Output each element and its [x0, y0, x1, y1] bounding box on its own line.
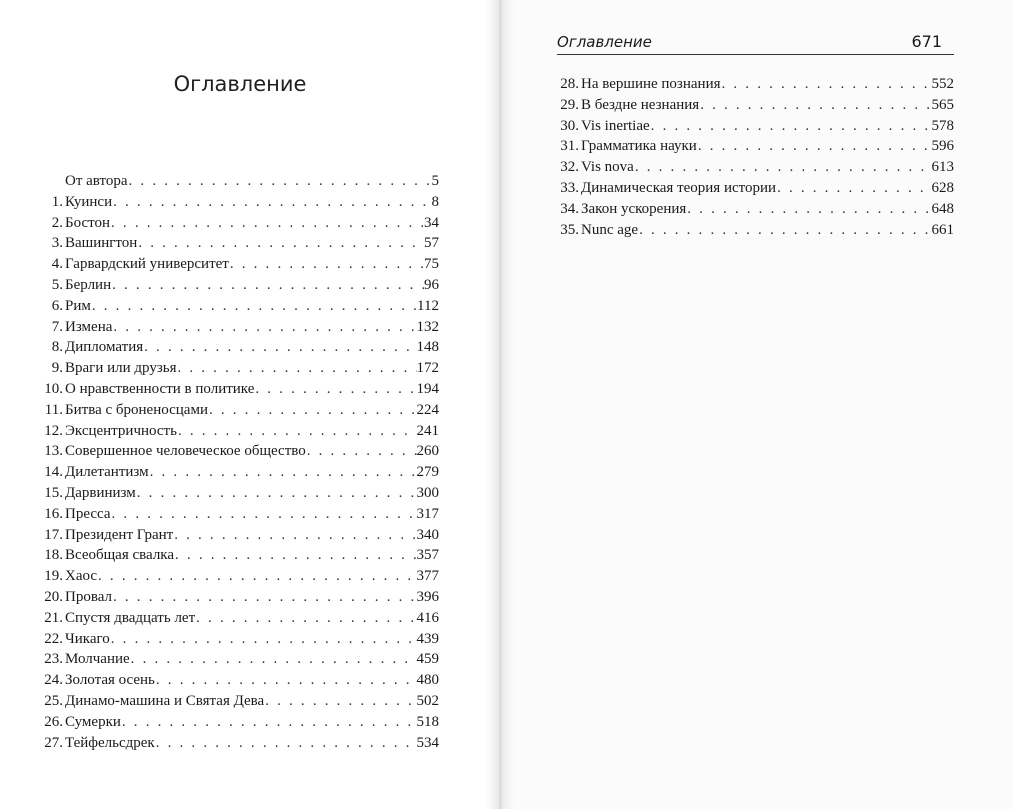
book-gutter	[486, 0, 514, 809]
toc-entry-title: Рим	[65, 297, 91, 314]
toc-list-right	[557, 74, 954, 240]
toc-entry-number: 25.	[44, 692, 63, 709]
toc-entry	[41, 525, 439, 546]
toc-dot-leader	[229, 254, 424, 275]
toc-entry	[557, 136, 954, 157]
toc-entry-title: Эксцентричность	[65, 422, 177, 439]
toc-entry	[41, 629, 439, 650]
toc-entry-page: 224	[416, 401, 439, 418]
toc-entry-title: Чикаго	[65, 630, 110, 647]
toc-entry-page: 75	[424, 256, 439, 273]
toc-entry-number: 13.	[44, 443, 63, 460]
toc-entry-title: Закон ускорения	[581, 200, 687, 217]
toc-entry-page: 578	[931, 117, 954, 134]
toc-entry-page: 552	[931, 76, 954, 92]
toc-entry	[41, 213, 439, 234]
toc-entry-page: 260	[416, 443, 439, 460]
toc-entry-title: Всеобщая свалка	[65, 547, 175, 564]
toc-entry	[41, 192, 439, 213]
toc-entry-title: Динамическая теория истории	[581, 179, 777, 196]
toc-dot-leader	[121, 712, 417, 733]
toc-entry-title: Nunc age	[581, 221, 639, 238]
toc-entry-title: О нравственности в политике	[65, 380, 255, 397]
toc-entry-page: 241	[416, 422, 439, 439]
toc-entry-title: Динамо-машина и Святая Дева	[65, 692, 265, 709]
toc-entry-number: 14.	[44, 464, 63, 481]
toc-entry-page: 480	[416, 672, 439, 689]
toc-entry-number: 27.	[44, 734, 63, 751]
toc-entry	[41, 441, 439, 462]
toc-entry-page: 148	[416, 339, 439, 356]
toc-entry	[41, 171, 439, 192]
toc-entry-page: 57	[424, 235, 439, 252]
toc-entry	[41, 504, 439, 525]
toc-entry-number: 32.	[560, 159, 579, 176]
toc-entry-number: 11.	[44, 401, 63, 418]
toc-entry	[41, 462, 439, 483]
toc-entry-number: 10.	[44, 380, 63, 397]
toc-dot-leader	[130, 649, 417, 670]
left-page	[0, 0, 496, 809]
toc-entry	[41, 587, 439, 608]
toc-entry-title: Дипломатия	[65, 339, 144, 356]
toc-entry-number: 33.	[560, 179, 579, 196]
toc-dot-leader	[149, 462, 417, 483]
toc-entry	[41, 421, 439, 442]
toc-dot-leader	[776, 178, 931, 199]
toc-dot-leader	[112, 317, 416, 338]
toc-entry-page: 459	[416, 651, 439, 668]
toc-entry-page: 439	[416, 630, 439, 647]
toc-entry-title: Провал	[65, 588, 112, 605]
toc-entry-title: На вершине познания	[581, 76, 721, 92]
toc-entry-page: 661	[931, 221, 954, 238]
toc-entry-title: Грамматика науки	[581, 138, 697, 155]
toc-entry-page: 112	[417, 297, 439, 314]
toc-dot-leader	[91, 296, 417, 317]
toc-entry-title: Сумерки	[65, 713, 121, 730]
toc-dot-leader	[697, 136, 932, 157]
toc-entry-page: 357	[416, 547, 439, 564]
toc-dot-leader	[137, 233, 424, 254]
toc-entry	[557, 199, 954, 220]
toc-entry	[41, 254, 439, 275]
toc-dot-leader	[721, 74, 932, 95]
toc-entry-page: 534	[416, 734, 439, 751]
toc-dot-leader	[112, 587, 417, 608]
toc-entry-page: 518	[416, 713, 439, 730]
toc-entry-title: Тейфельсдрек	[65, 734, 155, 751]
toc-entry	[557, 95, 954, 116]
toc-entry-title: Бостон	[65, 214, 111, 231]
toc-entry	[41, 337, 439, 358]
toc-dot-leader	[176, 358, 416, 379]
page-number: 671	[911, 32, 942, 51]
toc-entry-number: 12.	[44, 422, 63, 439]
toc-entry-title: Молчание	[65, 651, 130, 668]
toc-entry	[41, 233, 439, 254]
toc-dot-leader	[128, 171, 432, 192]
toc-entry-page: 377	[416, 568, 439, 585]
toc-dot-leader	[634, 157, 932, 178]
toc-entry-number: 2.	[51, 214, 63, 231]
toc-entry-title: Совершенное человеческое общество	[65, 443, 306, 460]
toc-entry-title: Дилетантизм	[65, 464, 149, 481]
toc-entry-title: Гарвардский университет	[65, 256, 229, 273]
toc-entry-page: 300	[416, 484, 439, 501]
running-title: Оглавление	[557, 33, 652, 51]
toc-entry	[557, 178, 954, 199]
toc-heading: Оглавление	[173, 72, 307, 96]
toc-entry-page: 416	[416, 609, 439, 626]
toc-entry	[41, 733, 439, 754]
toc-entry-title: Хаос	[65, 568, 98, 585]
toc-entry	[41, 379, 439, 400]
toc-dot-leader	[264, 691, 416, 712]
toc-entry-number: 6.	[51, 297, 63, 314]
toc-dot-leader	[177, 421, 417, 442]
toc-entry-number: 20.	[44, 588, 63, 605]
toc-entry	[41, 712, 439, 733]
toc-entry-page: 613	[931, 159, 954, 176]
toc-entry	[41, 483, 439, 504]
toc-dot-leader	[195, 608, 416, 629]
toc-entry-page: 396	[416, 588, 439, 605]
toc-dot-leader	[173, 525, 416, 546]
toc-dot-leader	[208, 400, 417, 421]
toc-entry-page: 502	[416, 692, 439, 709]
toc-entry	[41, 566, 439, 587]
toc-dot-leader	[686, 199, 931, 220]
toc-entry-page: 279	[416, 464, 439, 481]
toc-entry-page: 194	[416, 380, 439, 397]
toc-entry-title: Берлин	[65, 276, 112, 293]
toc-dot-leader	[174, 545, 416, 566]
toc-entry	[41, 670, 439, 691]
toc-list-left	[41, 171, 439, 753]
toc-entry-title: Пресса	[65, 505, 111, 522]
toc-entry-number: 16.	[44, 505, 63, 522]
toc-dot-leader	[112, 192, 431, 213]
toc-entry-title: Vis nova	[581, 159, 634, 176]
toc-entry-page: 34	[424, 214, 439, 231]
toc-entry-title: Золотая осень	[65, 672, 155, 689]
toc-entry-number: 18.	[44, 547, 63, 564]
toc-entry-number: 1.	[51, 193, 63, 210]
toc-entry	[41, 296, 439, 317]
toc-entry-number: 7.	[51, 318, 63, 335]
toc-dot-leader	[699, 95, 931, 116]
toc-dot-leader	[110, 213, 424, 234]
toc-entry-title: От автора	[65, 173, 128, 189]
toc-entry-number: 5.	[51, 276, 63, 293]
toc-entry-number: 8.	[51, 339, 63, 356]
toc-entry-number: 21.	[44, 609, 63, 626]
toc-entry-number: 17.	[44, 526, 63, 543]
toc-entry-number: 35.	[560, 221, 579, 238]
toc-entry-page: 565	[931, 96, 954, 113]
toc-entry-number: 22.	[44, 630, 63, 647]
toc-entry	[41, 275, 439, 296]
toc-entry-number: 28.	[560, 76, 579, 92]
toc-entry-title: Президент Грант	[65, 526, 174, 543]
right-page	[514, 0, 1013, 809]
toc-entry-title: В бездне незнания	[581, 96, 700, 113]
toc-entry-page: 8	[431, 193, 439, 210]
toc-entry	[41, 649, 439, 670]
toc-entry-number: 31.	[560, 138, 579, 155]
toc-entry-page: 340	[416, 526, 439, 543]
toc-entry-number: 9.	[51, 360, 63, 377]
toc-entry-number: 19.	[44, 568, 63, 585]
toc-entry-title: Дарвинизм	[65, 484, 136, 501]
toc-entry-title: Битва с броненосцами	[65, 401, 208, 418]
toc-entry-page: 172	[416, 360, 439, 377]
toc-entry	[41, 317, 439, 338]
toc-entry	[557, 157, 954, 178]
toc-dot-leader	[155, 733, 417, 754]
toc-entry-title: Vis inertiae	[581, 117, 650, 134]
toc-dot-leader	[155, 670, 417, 691]
toc-entry-page: 648	[931, 200, 954, 217]
toc-dot-leader	[143, 337, 416, 358]
toc-entry-number: 4.	[51, 256, 63, 273]
toc-entry	[557, 116, 954, 137]
toc-entry-title: Куинси	[65, 193, 113, 210]
toc-entry-number: 26.	[44, 713, 63, 730]
toc-entry-title: Враги или друзья	[65, 360, 177, 377]
toc-entry	[557, 74, 954, 95]
toc-dot-leader	[136, 483, 417, 504]
toc-entry-number: 34.	[560, 200, 579, 217]
toc-entry	[41, 358, 439, 379]
toc-entry-title: Спустя двадцать лет	[65, 609, 196, 626]
toc-entry-number: 29.	[560, 96, 579, 113]
toc-dot-leader	[650, 116, 932, 137]
toc-dot-leader	[306, 441, 417, 462]
toc-entry-page: 596	[931, 138, 954, 155]
toc-entry-title: Вашингтон	[65, 235, 138, 252]
toc-entry-number: 15.	[44, 484, 63, 501]
toc-entry	[41, 608, 439, 629]
toc-entry	[41, 545, 439, 566]
toc-dot-leader	[111, 275, 424, 296]
toc-entry-page: 628	[931, 179, 954, 196]
toc-entry-number: 30.	[560, 117, 579, 134]
toc-dot-leader	[638, 220, 931, 241]
toc-entry-title: Измена	[65, 318, 113, 335]
toc-entry-page: 5	[431, 173, 439, 189]
toc-dot-leader	[110, 629, 417, 650]
toc-entry	[557, 220, 954, 241]
toc-entry-page: 317	[416, 505, 439, 522]
toc-entry-page: 96	[424, 276, 439, 293]
toc-dot-leader	[111, 504, 417, 525]
toc-entry-number: 3.	[51, 235, 63, 252]
toc-entry-page: 132	[416, 318, 439, 335]
toc-dot-leader	[97, 566, 416, 587]
toc-entry	[41, 400, 439, 421]
toc-entry-number: 24.	[44, 672, 63, 689]
toc-entry-number: 23.	[44, 651, 63, 668]
toc-entry	[41, 691, 439, 712]
toc-dot-leader	[254, 379, 416, 400]
running-header	[557, 30, 954, 55]
